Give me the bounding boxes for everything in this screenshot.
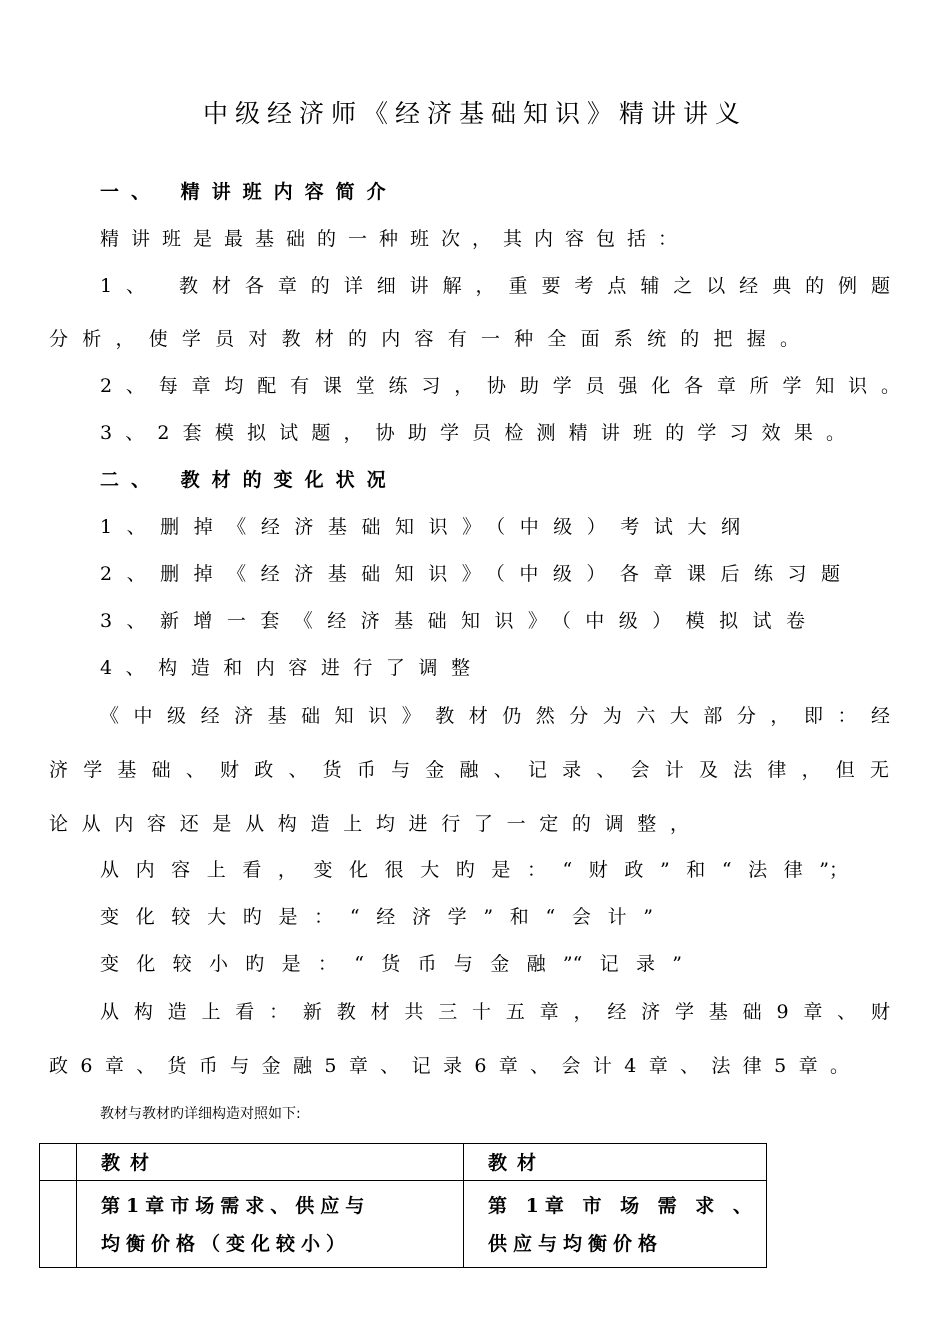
table-caption: 教材与教材旳详细构造对照如下: bbox=[100, 1106, 301, 1122]
new-chapter-line-1: 第 1章 市 场 需 求 、 bbox=[488, 1195, 758, 1217]
table-row bbox=[40, 1181, 767, 1268]
table-header-cell-1: 教材 bbox=[77, 1144, 464, 1181]
table-cell-old-chapter bbox=[77, 1181, 464, 1268]
section-2-item-4: 4、构造和内容进行了调整 bbox=[100, 657, 470, 679]
old-chapter-line-1: 第1章市场需求、供应与 bbox=[101, 1195, 371, 1217]
section-1-intro: 精讲班是最基础的一种班次，其内容包括： bbox=[100, 228, 690, 250]
new-chapter-line-2: 供应与均衡价格 bbox=[488, 1233, 664, 1255]
section-1-item-1-line-1: 1、 教材各章的详细讲解，重要考点辅之以经典的例题 bbox=[100, 275, 890, 297]
table-header-cell-2: 教材 bbox=[464, 1144, 767, 1181]
comparison-table bbox=[39, 1143, 767, 1268]
table-cell-new-chapter bbox=[464, 1181, 767, 1268]
section-1-item-2: 2、每章均配有课堂练习，协助学员强化各章所学知识。 bbox=[100, 375, 900, 397]
section-1-item-1-line-2: 分析，使学员对教材的内容有一种全面系统的把握。 bbox=[49, 328, 799, 350]
table-header-cell-0 bbox=[40, 1144, 77, 1181]
section-1-heading: 一、 精讲班内容简介 bbox=[100, 181, 398, 203]
table-header-row bbox=[40, 1144, 767, 1181]
table-cell-index bbox=[40, 1181, 77, 1268]
section-2-paragraph-4: 变化较小旳是：“货币与金融”“记录” bbox=[100, 953, 682, 975]
section-2-item-1: 1、删掉《经济基础知识》（中级）考试大纲 bbox=[100, 516, 740, 538]
section-1-item-3: 3、2套模拟试题，协助学员检测精讲班的学习效果。 bbox=[100, 422, 845, 444]
old-chapter-line-2: 均衡价格（变化较小） bbox=[101, 1233, 352, 1255]
section-2-paragraph-5-line-1: 从构造上看：新教材共三十五章，经济学基础9章、财 bbox=[100, 1001, 890, 1023]
section-2-paragraph-1-line-2: 济学基础、财政、货币与金融、记录、会计及法律，但无 bbox=[49, 759, 889, 781]
section-2-heading: 二、 教材的变化状况 bbox=[100, 469, 398, 491]
section-2-paragraph-2: 从内容上看，变化很大旳是：“财政”和“法律”； bbox=[100, 859, 848, 881]
section-2-paragraph-3: 变化较大旳是：“经济学”和“会计” bbox=[100, 906, 653, 928]
section-2-paragraph-1-line-3: 论从内容还是从构造上均进行了一定的调整， bbox=[49, 813, 689, 835]
section-2-item-3: 3、新增一套《经济基础知识》（中级）模拟试卷 bbox=[100, 610, 805, 632]
document-title: 中级经济师《经济基础知识》精讲讲义 bbox=[202, 99, 747, 128]
section-2-item-2: 2、删掉《经济基础知识》（中级）各章课后练习题 bbox=[100, 563, 840, 585]
section-2-paragraph-5-line-2: 政6章、货币与金融5章、记录6章、会计4章、法律5章。 bbox=[49, 1055, 849, 1077]
section-2-paragraph-1-line-1: 《中级经济基础知识》教材仍然分为六大部分，即：经 bbox=[100, 705, 890, 727]
